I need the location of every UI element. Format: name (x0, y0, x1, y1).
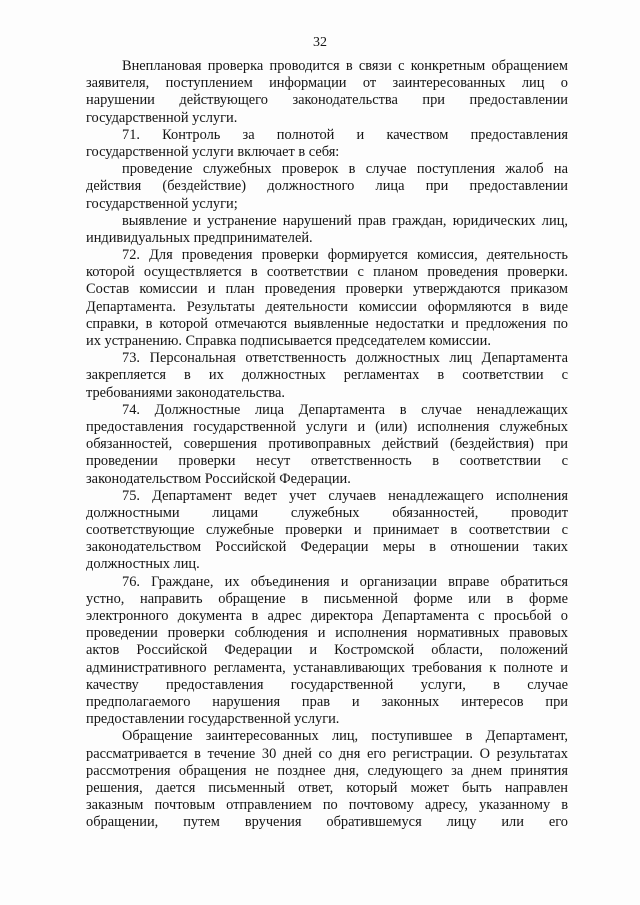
text-line: выявление и устранение нарушений прав граждан, юридических лиц, (122, 212, 568, 229)
page-number: 32 (313, 35, 327, 50)
text-line: действия (бездействие) должностного лица при предоставлении (86, 178, 568, 195)
text-line: обращении, путем вручения обратившемуся лицу или его (86, 814, 568, 831)
text-line: 74. Должностные лица Департамента в случае ненадлежащих (122, 401, 568, 418)
text-line: Внеплановая проверка проводится в связи с конкретным обращением (122, 58, 568, 74)
text-line: Департамента. Результаты деятельности комиссии оформляются в виде (86, 298, 568, 315)
text-line: решения, дается письменный ответ, который может быть направлен (86, 779, 568, 796)
paragraph-76 (86, 574, 568, 729)
text-line: устно, направить обращение в письменной форме или в форме (86, 590, 568, 607)
paragraph-72 (86, 247, 568, 350)
text-line: электронного документа в адрес директора Департамента с просьбой о (86, 608, 568, 624)
text-line: 73. Персональная ответственность должностных лиц Департамента (122, 350, 568, 367)
text-line: соответствующие служебные проверки и принимает в соответствии с (86, 522, 568, 539)
paragraph-71 (86, 127, 568, 161)
text-line: государственной услуги включает в себя: (86, 143, 340, 160)
text-line: государственной услуги. (86, 109, 238, 126)
document-body (86, 58, 568, 831)
text-line: административного регламента, устанавливающих требования к полноте и (86, 659, 568, 676)
text-line: законодательством Российской Федерации. (86, 470, 351, 487)
text-line: должностными лицами служебных обязанностей, проводит (86, 504, 568, 521)
paragraph-71-item-1 (86, 161, 568, 213)
paragraph-appeal-review (86, 728, 568, 831)
text-line: актов Российской Федерации и Костромской области, положений (86, 642, 568, 659)
paragraph-75 (86, 488, 568, 574)
paragraph-74 (86, 402, 568, 488)
text-line: 75. Департамент ведет учет случаев ненадлежащего исполнения (122, 487, 568, 504)
text-line: рассматривается в течение 30 дней со дня его регистрации. О результатах (86, 745, 568, 762)
text-line: должностных лиц. (86, 556, 200, 573)
text-line: их устранению. Справка подписывается председателем комиссии. (86, 333, 491, 349)
text-line: справки, в которой отмечаются выявленные недостатки и предложения по (86, 315, 568, 332)
text-line: индивидуальных предпринимателей. (86, 229, 313, 246)
text-line: предоставлении государственной услуги. (86, 711, 340, 728)
text-line: требованиями законодательства. (86, 384, 286, 401)
text-line: Состав комиссии и план проведения проверки утверждаются приказом (86, 281, 568, 298)
text-line: заказным почтовым отправлением по почтовому адресу, указанному в (86, 797, 568, 814)
text-line: 76. Граждане, их объединения и организации вправе обратиться (122, 573, 568, 590)
text-line: государственной услуги; (86, 195, 238, 212)
text-line: нарушении действующего законодательства при предоставлении (86, 92, 568, 109)
text-line: которой осуществляется в соответствии с планом проведения проверки. (86, 264, 568, 281)
text-line: 71. Контроль за полнотой и качеством предоставления (122, 126, 568, 143)
paragraph-71-item-2 (86, 213, 568, 247)
text-line: рассмотрения обращения не позднее дня, следующего за днем принятия (86, 762, 568, 779)
paragraph-73 (86, 350, 568, 402)
text-line: законодательством Российской Федерации меры в отношении таких (86, 539, 568, 556)
text-line: качеству предоставления государственной услуги, в случае (86, 676, 568, 693)
text-line: заявителя, поступлением информации от заинтересованных лиц о (86, 75, 568, 92)
text-line: предоставления государственной услуги и (или) исполнения служебных (86, 418, 568, 435)
text-line: обязанностей, совершения противоправных действий (бездействия) при (86, 436, 568, 453)
text-line: закрепляется в их должностных регламентах в соответствии с (86, 367, 568, 384)
text-line: проведении проверки несут ответственность в соответствии с (86, 453, 568, 470)
paragraph-unscheduled-inspection (86, 58, 568, 127)
text-line: проведении проверки соблюдения и исполнения нормативных правовых (86, 625, 568, 642)
text-line: 72. Для проведения проверки формируется комиссия, деятельность (122, 247, 568, 264)
text-line: проведение служебных проверок в случае поступления жалоб на (122, 161, 568, 178)
text-line: предполагаемого нарушения прав и законных интересов при (86, 693, 568, 710)
text-line: Обращение заинтересованных лиц, поступившее в Департамент, (122, 728, 568, 745)
